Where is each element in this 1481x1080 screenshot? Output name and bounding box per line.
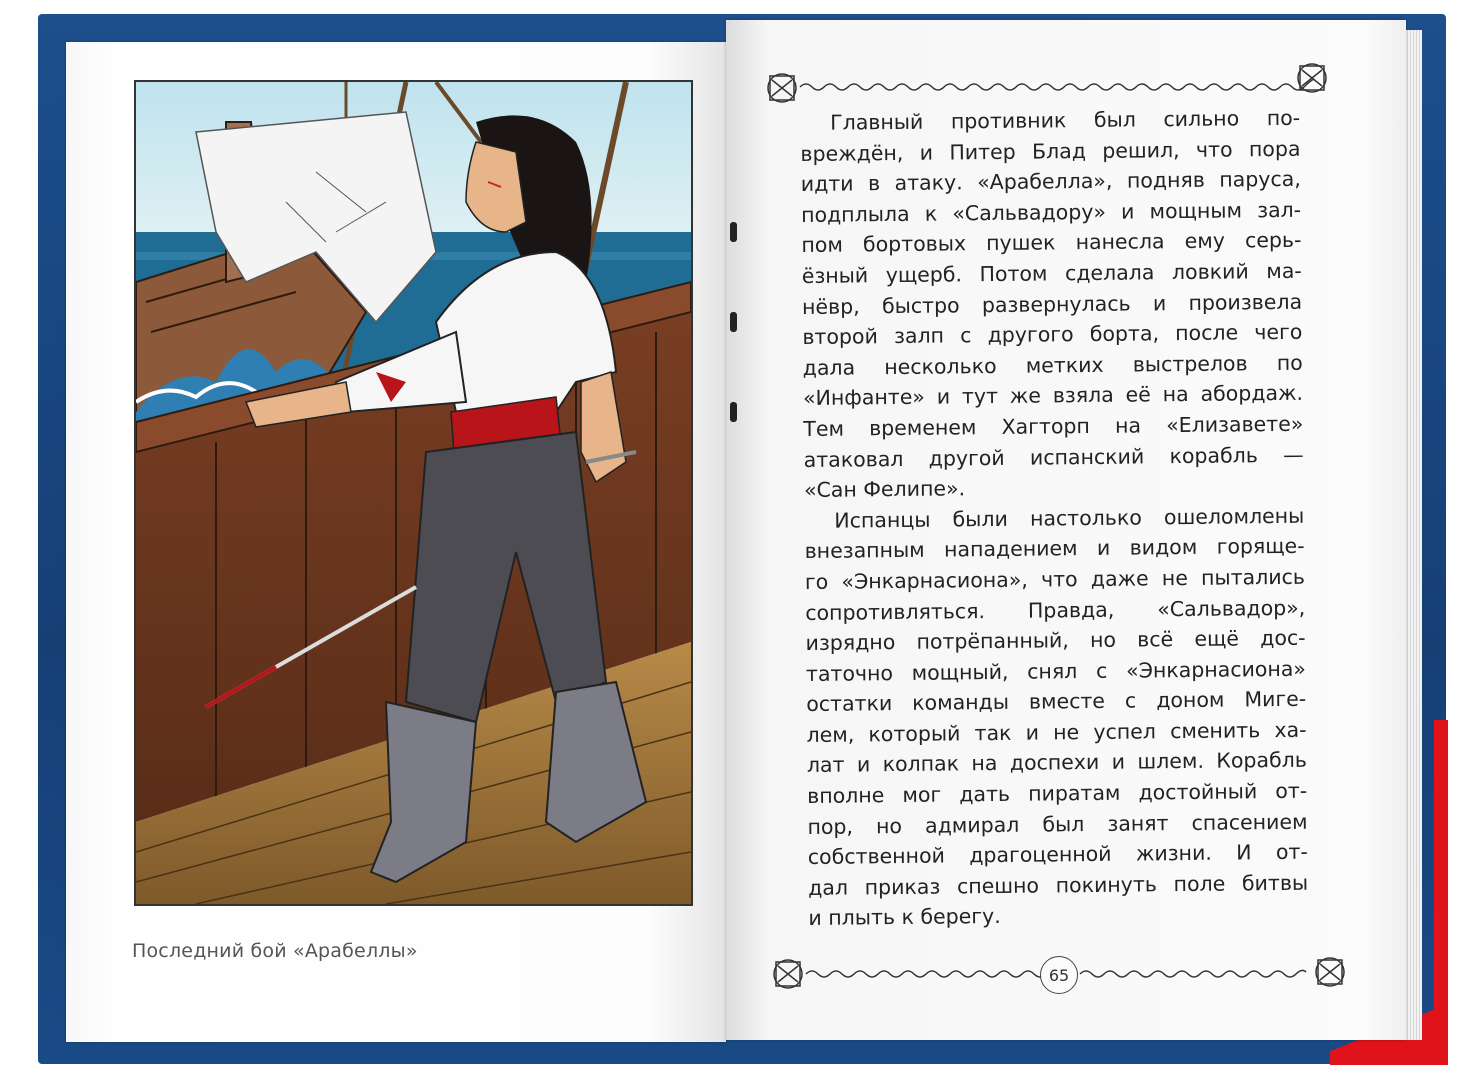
text-line: дала несколько метких выстрелов по: [802, 350, 1303, 380]
text-line: собственной драгоценной жизни. И от-: [807, 839, 1308, 870]
illustration-artwork: [136, 82, 691, 904]
paragraph-1: [800, 103, 1304, 506]
text-line: Главный противник был сильно по-: [830, 105, 1301, 135]
text-line: изрядно потрёпанный, но всё ещё дос-: [805, 625, 1306, 656]
text-line: лем, который так и не успел сменить ха-: [806, 717, 1307, 747]
text-line: внезапным нападением и видом горяще-: [804, 534, 1305, 564]
text-line: Испанцы были настолько ошеломлены: [834, 503, 1305, 533]
text-line: нёвр, быстро развернулась и произвела: [801, 289, 1303, 319]
text-line: пом бортовых пушек нанесла ему серь-: [801, 228, 1302, 258]
text-line: дал приказ спешно покинуть поле битвы: [808, 870, 1309, 900]
body-text: [800, 103, 1309, 934]
text-line: «Сан Фелипе».: [803, 476, 966, 503]
text-line: таточно мощный, снял с «Энкарнасиона»: [805, 656, 1307, 686]
text-line: «Инфанте» и тут же взяла её на абордаж.: [802, 381, 1304, 411]
text-line: второй залп с другого борта, после чего: [802, 319, 1303, 350]
text-line: вполне мог дать пиратам достойный от-: [807, 778, 1308, 809]
text-line: остатки команды вместе с доном Мигe-: [806, 687, 1307, 717]
text-line: подплыла к «Сальвадору» и мощным зал-: [800, 197, 1302, 227]
text-line: сопротивляться. Правда, «Сальвадор»,: [805, 595, 1306, 625]
text-line: атаковал другой испанский корабль —: [803, 442, 1304, 472]
text-line: Тем временем Хагторп на «Елизавете»: [803, 411, 1304, 441]
paragraph-2: [804, 500, 1308, 934]
text-line: и плыть к берегу.: [808, 904, 1001, 931]
pirate-illustration: [134, 80, 693, 906]
text-line: идти в атаку. «Арабелла», подняв паруса,: [800, 166, 1301, 197]
text-line: пор, но адмирал был занят спасением: [807, 809, 1308, 839]
text-line: лат и колпак на доспехи и шлем. Корабль: [806, 748, 1307, 778]
text-line: вреждён, и Питер Блад решил, что пора: [800, 136, 1301, 166]
text-line: ёзный ущерб. Потом сделала ловкий ма-: [801, 258, 1302, 288]
page-edges: [1404, 30, 1422, 1040]
page-number: 65: [1040, 956, 1078, 994]
illustration-caption: Последний бой «Арабеллы»: [132, 940, 418, 962]
text-line: го «Энкарнасиона», что даже не пытались: [804, 564, 1306, 594]
